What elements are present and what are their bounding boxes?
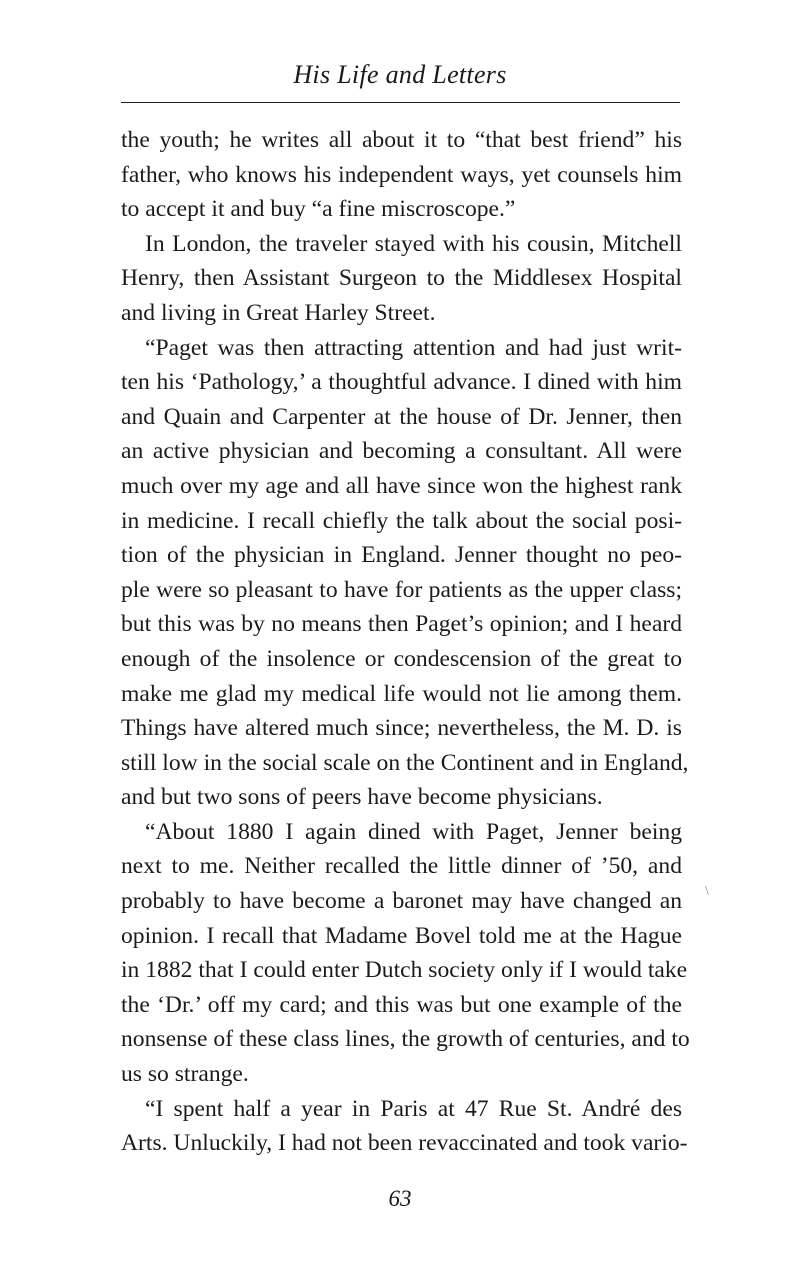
text-line: Henry, then Assistant Surgeon to the Middlesex Hospital: [121, 265, 682, 292]
text-line: make me glad my medical life would not lie among them.: [121, 680, 682, 707]
text-line: enough of the insolence or condescension of the great to: [121, 645, 682, 672]
text-line: “Paget was then attracting attention and had just writ-: [145, 334, 682, 361]
text-line: “About 1880 I again dined with Paget, Jenner being: [145, 818, 682, 845]
text-line: the ‘Dr.’ off my card; and this was but one example of the: [121, 991, 682, 1018]
text-line: In London, the traveler stayed with his cousin, Mitchell: [145, 230, 682, 257]
text-line: “I spent half a year in Paris at 47 Rue St. André des: [145, 1095, 682, 1122]
text-line: Things have altered much since; nevertheless, the M. D. is: [121, 715, 682, 742]
text-line: us so strange.: [121, 1061, 249, 1088]
text-line: but this was by no means then Paget’s opinion; and I heard: [121, 611, 682, 638]
text-line: father, who knows his independent ways, yet counsels him: [121, 161, 682, 188]
header-rule: [121, 102, 680, 103]
text-line: probably to have become a baronet may have changed an: [121, 888, 682, 915]
text-line: opinion. I recall that Madame Bovel told me at the Hague: [121, 922, 682, 949]
page-number: 63: [388, 1186, 412, 1211]
text-line: next to me. Neither recalled the little dinner of ’50, and: [121, 853, 682, 880]
margin-mark: \: [705, 884, 709, 899]
running-head: His Life and Letters: [293, 60, 507, 89]
text-line: to accept it and buy “a fine miscroscope.”: [121, 196, 516, 223]
text-line: and but two sons of peers have become physicians.: [121, 784, 603, 811]
text-line: ple were so pleasant to have for patients as the upper class;: [121, 576, 682, 603]
text-line: and living in Great Harley Street.: [121, 299, 436, 326]
text-line: an active physician and becoming a consultant. All were: [121, 438, 682, 465]
text-line: and Quain and Carpenter at the house of Dr. Jenner, then: [121, 403, 682, 430]
text-line: the youth; he writes all about it to “that best friend” his: [121, 127, 682, 153]
text-line: Arts. Unluckily, I had not been revaccinated and took vario-: [121, 1130, 688, 1157]
text-line: still low in the social scale on the Continent and in England,: [121, 749, 689, 776]
text-line: much over my age and all have since won the highest rank: [121, 472, 682, 499]
text-line: tion of the physician in England. Jenner thought no peo-: [121, 542, 682, 569]
text-line: in medicine. I recall chiefly the talk about the social posi-: [121, 507, 682, 534]
text-line: nonsense of these class lines, the growth of centuries, and to: [121, 1026, 690, 1053]
body-text: [121, 123, 690, 1161]
text-line: ten his ‘Pathology,’ a thoughtful advance. I dined with him: [121, 369, 682, 396]
text-line: in 1882 that I could enter Dutch society only if I would take: [121, 957, 688, 984]
